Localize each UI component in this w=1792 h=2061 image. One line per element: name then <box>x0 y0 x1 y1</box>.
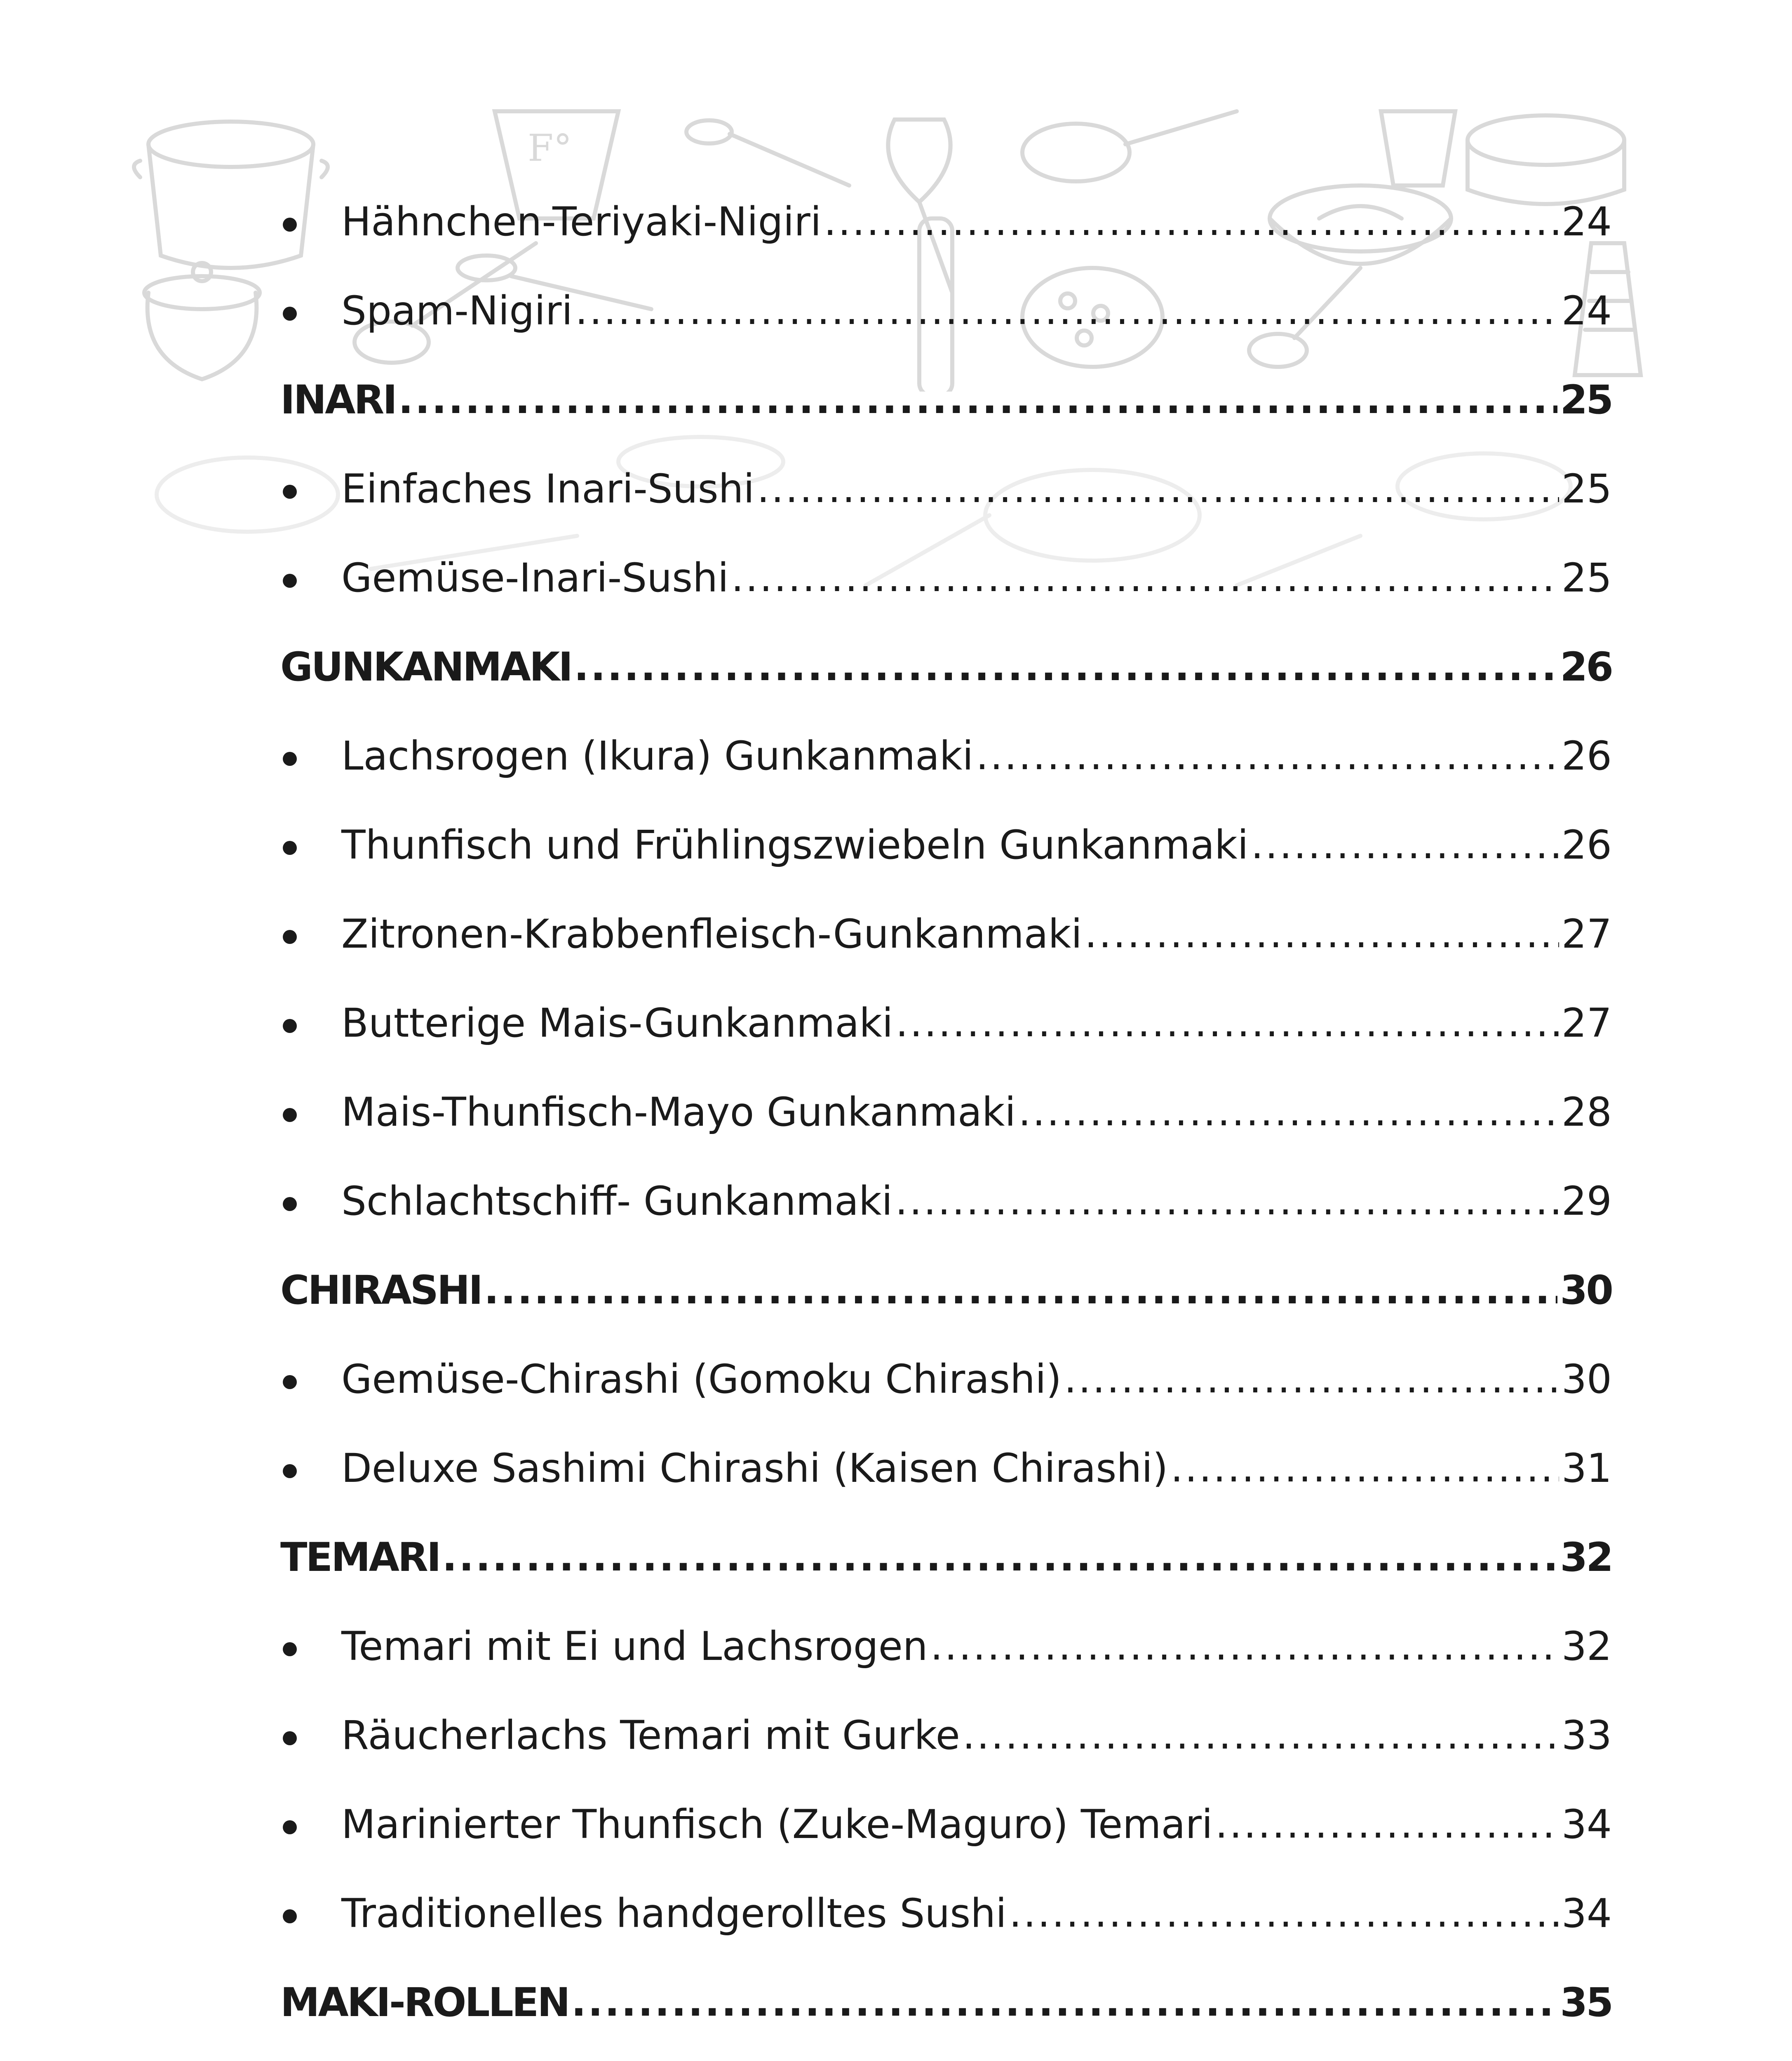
toc-entry[interactable] <box>280 979 1612 1068</box>
bullet-icon <box>283 841 297 855</box>
toc-entry-title: Thunfisch und Frühlingszwiebeln Gunkanmaki <box>341 822 1249 868</box>
toc-entry[interactable] <box>280 1691 1612 1780</box>
toc-dot-leader <box>895 999 1559 1047</box>
toc-entry-title: Spam-Nigiri <box>341 288 573 334</box>
toc-dot-leader <box>1018 1088 1559 1136</box>
toc-page-number: 25 <box>1560 377 1612 423</box>
toc-entry-title: Mais-Thunfisch-Mayo Gunkanmaki <box>341 1089 1016 1135</box>
bullet-icon <box>283 1820 297 1834</box>
toc-entry[interactable] <box>280 1869 1612 1958</box>
toc-entry[interactable] <box>280 1335 1612 1424</box>
bullet-icon <box>283 1909 297 1923</box>
toc-section-heading[interactable] <box>280 1513 1612 1602</box>
bullet-icon <box>283 1464 297 1478</box>
toc-dot-leader <box>1009 1890 1559 1937</box>
toc-entry-title: Gemüse-Inari-Sushi <box>341 555 729 601</box>
toc-section-title: INARI <box>280 377 396 423</box>
toc-dot-leader <box>824 198 1559 245</box>
toc-entry-title: Butterige Mais-Gunkanmaki <box>341 1000 893 1046</box>
toc-entry[interactable] <box>280 1424 1612 1513</box>
toc-entry-title: Räucherlachs Temari mit Gurke <box>341 1712 960 1758</box>
toc-section-title: MAKI-ROLLEN <box>280 1979 569 2026</box>
toc-entry[interactable] <box>280 533 1612 622</box>
toc-page-number: 25 <box>1561 466 1612 512</box>
toc-entry-title: Gemüse-Chirashi (Gomoku Chirashi) <box>341 1356 1062 1402</box>
table-of-contents <box>280 177 1612 2061</box>
toc-dot-leader <box>963 1711 1559 1759</box>
toc-entry[interactable] <box>280 444 1612 533</box>
toc-dot-leader <box>575 287 1559 334</box>
bullet-icon <box>283 752 297 766</box>
toc-section-heading[interactable] <box>280 1958 1612 2047</box>
toc-entry[interactable] <box>280 1157 1612 1246</box>
toc-page-number: 30 <box>1560 1267 1612 1313</box>
toc-page-number: 27 <box>1561 911 1612 957</box>
toc-entry[interactable] <box>280 800 1612 890</box>
toc-entry-title: Hähnchen-Teriyaki-Nigiri <box>341 199 822 245</box>
toc-dot-leader <box>484 1266 1557 1314</box>
toc-entry[interactable] <box>280 711 1612 800</box>
toc-page-number: 30 <box>1561 1356 1612 1402</box>
toc-section-heading[interactable] <box>280 622 1612 711</box>
toc-section-title: TEMARI <box>280 1534 440 1580</box>
toc-entry-title: Temari mit Ei und Lachsrogen <box>341 1623 928 1669</box>
toc-entry[interactable] <box>280 177 1612 266</box>
toc-dot-leader <box>1170 1444 1559 1492</box>
toc-page-number: 26 <box>1560 644 1612 690</box>
toc-page-number: 24 <box>1561 288 1612 334</box>
toc-entry[interactable] <box>280 2047 1612 2061</box>
toc-entry-title: Zitronen-Krabbenfleisch-Gunkanmaki <box>341 911 1082 957</box>
toc-entry-title: Traditionelles handgerolltes Sushi <box>341 1890 1007 1937</box>
toc-entry[interactable] <box>280 1068 1612 1157</box>
toc-dot-leader <box>930 1622 1559 1670</box>
bullet-icon <box>283 1642 297 1656</box>
toc-entry[interactable] <box>280 1780 1612 1869</box>
bullet-icon <box>283 1731 297 1745</box>
toc-page-number: 26 <box>1561 733 1612 779</box>
toc-dot-leader <box>1085 910 1559 958</box>
toc-entry[interactable] <box>280 266 1612 355</box>
toc-page-number: 32 <box>1560 1534 1612 1580</box>
toc-entry[interactable] <box>280 1602 1612 1691</box>
toc-page-number: 28 <box>1561 1089 1612 1135</box>
toc-dot-leader <box>1064 1355 1559 1403</box>
toc-entry-title: Marinierter Thunfisch (Zuke-Maguro) Temari <box>341 1801 1213 1847</box>
toc-page-number: 26 <box>1561 822 1612 868</box>
bullet-icon <box>283 574 297 588</box>
toc-entry-title: Deluxe Sashimi Chirashi (Kaisen Chirashi) <box>341 1445 1168 1491</box>
toc-dot-leader <box>574 643 1557 690</box>
toc-page-number: 34 <box>1561 1801 1612 1847</box>
jar-icon <box>144 263 260 379</box>
toc-section-heading[interactable] <box>280 1246 1612 1335</box>
bullet-icon <box>283 218 297 232</box>
toc-dot-leader <box>1251 821 1559 869</box>
toc-dot-leader <box>757 465 1559 512</box>
svg-text:F°: F° <box>528 127 572 170</box>
toc-page-number: 25 <box>1561 555 1612 601</box>
toc-page-number: 27 <box>1561 1000 1612 1046</box>
toc-dot-leader <box>895 1177 1559 1225</box>
toc-dot-leader <box>976 732 1559 779</box>
jug-icon <box>1381 111 1455 185</box>
toc-page-number: 32 <box>1561 1623 1612 1669</box>
toc-section-heading[interactable] <box>280 355 1612 444</box>
bullet-icon <box>283 1019 297 1033</box>
bullet-icon <box>283 930 297 944</box>
toc-entry[interactable] <box>280 890 1612 979</box>
toc-entry-title: Schlachtschiff- Gunkanmaki <box>341 1178 893 1224</box>
bullet-icon <box>283 307 297 321</box>
toc-page-number: 31 <box>1561 1445 1612 1491</box>
bullet-icon <box>283 1197 297 1211</box>
toc-dot-leader <box>1215 1800 1559 1848</box>
toc-page-number: 35 <box>1560 1979 1612 2026</box>
toc-entry-title: Lachsrogen (Ikura) Gunkanmaki <box>341 733 974 779</box>
bullet-icon <box>283 485 297 499</box>
toc-page-number: 29 <box>1561 1178 1612 1224</box>
toc-entry-title: Einfaches Inari-Sushi <box>341 466 755 512</box>
toc-section-title: CHIRASHI <box>280 1267 481 1313</box>
toc-dot-leader <box>731 554 1559 601</box>
toc-section-title: GUNKANMAKI <box>280 644 572 690</box>
toc-page-number: 24 <box>1561 199 1612 245</box>
bullet-icon <box>283 1375 297 1389</box>
toc-dot-leader <box>571 1979 1558 2026</box>
toc-dot-leader <box>442 1533 1558 1581</box>
bullet-icon <box>283 1108 297 1122</box>
toc-page-number: 34 <box>1561 1890 1612 1937</box>
toc-dot-leader <box>398 376 1557 423</box>
toc-page-number: 33 <box>1561 1712 1612 1758</box>
